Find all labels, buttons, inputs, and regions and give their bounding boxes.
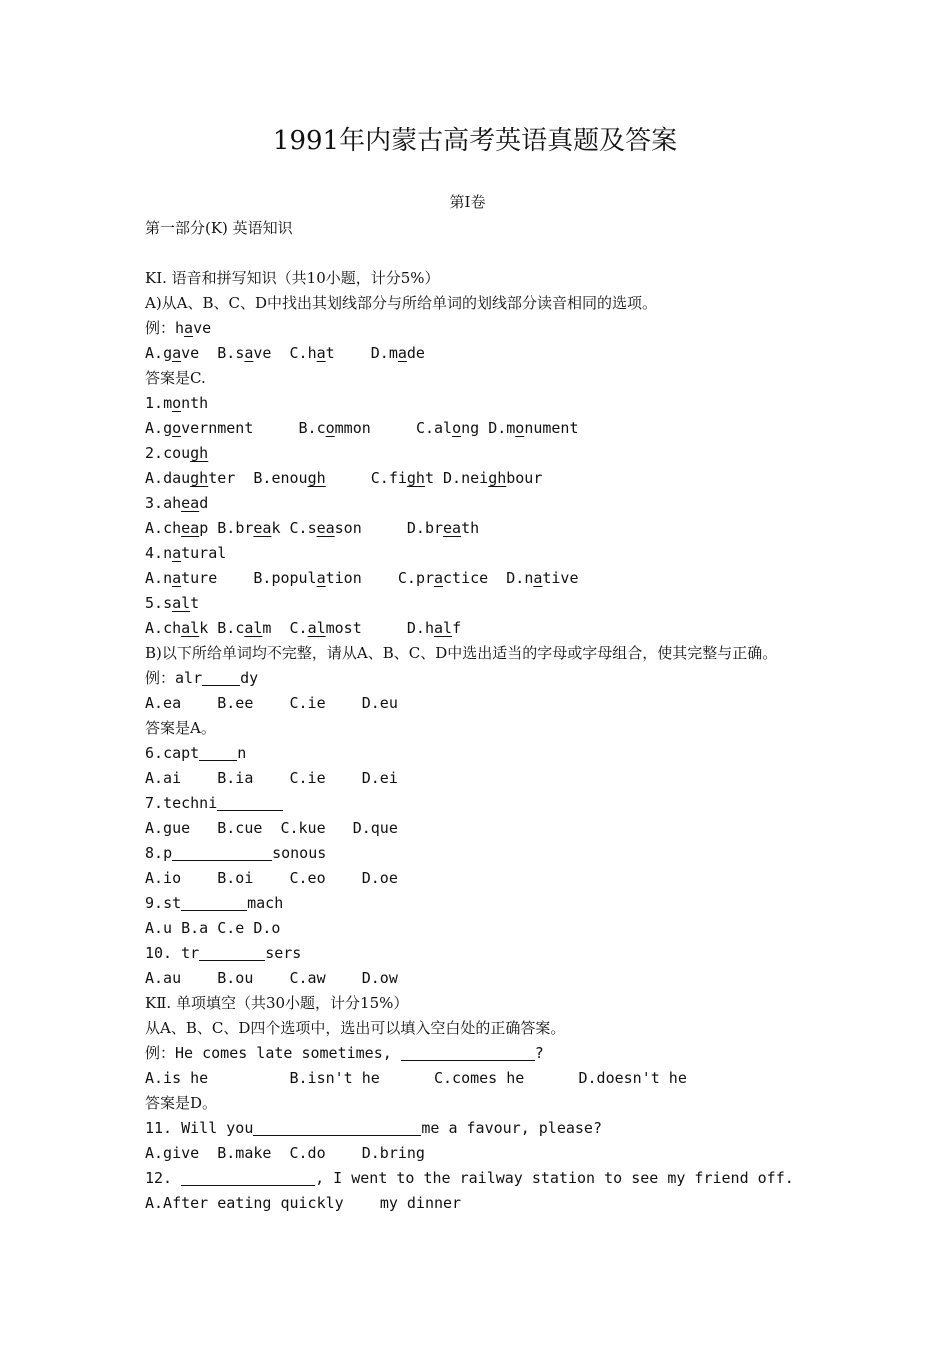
example-answer: 答案是D。: [145, 1094, 218, 1112]
word-part: ah: [163, 494, 182, 512]
answer-blank: [172, 843, 272, 861]
option-label: C.: [289, 619, 308, 637]
example-word-line: [145, 316, 845, 341]
word-part: n: [237, 744, 247, 762]
underlined-part: al: [181, 619, 200, 637]
question-text: me a favour, please?: [421, 1119, 602, 1137]
underlined-part: gh: [307, 469, 326, 487]
option: A.ea: [145, 694, 182, 712]
option-label: C.: [397, 569, 416, 587]
word-part: s: [307, 519, 317, 537]
word-part: pr: [415, 569, 434, 587]
underlined-part: al: [434, 619, 453, 637]
underlined-part: gh: [406, 469, 425, 487]
option-label: D.: [488, 419, 507, 437]
question-line: [145, 941, 845, 966]
underlined-part: a: [434, 569, 444, 587]
option: B.ia: [217, 769, 254, 787]
word-part: m: [262, 619, 272, 637]
underlined-part: a: [184, 319, 194, 337]
question-number: 6.: [145, 744, 164, 762]
word-part: g: [163, 419, 173, 437]
blank-line: [145, 241, 845, 266]
underlined-part: a: [533, 569, 543, 587]
word-part: h: [175, 319, 185, 337]
example-options-line: [145, 691, 845, 716]
option: A.au: [145, 969, 182, 987]
question-line: [145, 491, 845, 516]
underlined-part: ea: [443, 519, 462, 537]
options-line: [145, 766, 845, 791]
option-label: A.: [145, 419, 164, 437]
option-label: B.: [217, 519, 236, 537]
underlined-part: gh: [488, 469, 507, 487]
example-word-line: [145, 666, 845, 691]
question-line: [145, 791, 845, 816]
underlined-part: o: [172, 394, 182, 412]
question-number: 4.: [145, 544, 164, 562]
word-part: de: [406, 344, 425, 362]
option: D.ei: [361, 769, 398, 787]
underlined-part: ea: [253, 519, 272, 537]
word-part: br: [235, 519, 254, 537]
option: A.gue: [145, 819, 191, 837]
example-label: 例：: [145, 319, 176, 337]
example-answer: 答案是C.: [145, 369, 206, 387]
word-part: capt: [163, 744, 200, 762]
underlined-part: a: [172, 569, 182, 587]
word-part: tural: [181, 544, 227, 562]
question-number: 11.: [145, 1119, 173, 1137]
option-label: D.: [406, 619, 425, 637]
question-number: 12.: [145, 1169, 173, 1187]
option: D.eu: [361, 694, 398, 712]
option: A.u: [145, 919, 173, 937]
options-line: [145, 966, 845, 991]
question-line: [145, 391, 845, 416]
underlined-part: a: [172, 544, 182, 562]
option-label: A.: [145, 619, 164, 637]
option: D.que: [352, 819, 398, 837]
underlined-part: gh: [190, 444, 209, 462]
word-part: h: [424, 619, 434, 637]
option-label: D.: [506, 569, 525, 587]
option-label: A.: [145, 469, 164, 487]
option: D.o: [253, 919, 281, 937]
word-part: ture: [181, 569, 218, 587]
question-line: [145, 541, 845, 566]
question-text: ?: [534, 1044, 544, 1062]
options-line: [145, 416, 845, 441]
option: D.ow: [361, 969, 398, 987]
options-line: [145, 916, 845, 941]
question-line: [145, 841, 845, 866]
option: C.ie: [289, 694, 326, 712]
word-part: k: [199, 619, 209, 637]
option: B.make: [217, 1144, 272, 1162]
word-part: ctice: [443, 569, 489, 587]
option: C.aw: [289, 969, 326, 987]
options-line: [145, 866, 845, 891]
word-part: ve: [253, 344, 272, 362]
options-line: [145, 1141, 845, 1166]
option-label: C.: [370, 469, 389, 487]
example-label: 例：: [145, 669, 176, 687]
question-line: [145, 1166, 845, 1191]
question-line: [145, 441, 845, 466]
option: B.cue: [217, 819, 263, 837]
option-label: D.: [406, 519, 425, 537]
underlined-part: a: [316, 569, 326, 587]
option: B.isn't he: [289, 1069, 380, 1087]
option: C.comes he: [434, 1069, 525, 1087]
question-number: 8.: [145, 844, 164, 862]
word-part: mach: [247, 894, 284, 912]
answer-blank: [199, 743, 237, 761]
option: A.io: [145, 869, 182, 887]
word-part: k: [271, 519, 281, 537]
underlined-part: o: [452, 419, 462, 437]
question-line: [145, 1116, 845, 1141]
word-part: dau: [163, 469, 191, 487]
underlined-part: o: [325, 419, 335, 437]
word-part: m: [163, 394, 173, 412]
word-part: th: [461, 519, 480, 537]
option: B.ee: [217, 694, 254, 712]
option-label: B.: [253, 569, 272, 587]
page-title: 1991年内蒙古高考英语真题及答案: [272, 126, 678, 156]
option-label: B.: [217, 344, 236, 362]
option-label: C.: [289, 344, 308, 362]
option: C.do: [289, 1144, 326, 1162]
word-part: ter: [208, 469, 236, 487]
option-label: C.: [415, 419, 434, 437]
volume-heading: 第Ⅰ卷: [449, 193, 486, 211]
word-part: nth: [181, 394, 209, 412]
option-label: A.: [145, 344, 164, 362]
options-line: [145, 816, 845, 841]
word-part: vernment: [181, 419, 254, 437]
option: my dinner: [379, 1194, 462, 1212]
word-part: s: [163, 594, 173, 612]
question-number: 7.: [145, 794, 164, 812]
question-number: 1.: [145, 394, 164, 412]
question-number: 3.: [145, 494, 164, 512]
example-answer: 答案是A。: [145, 719, 216, 737]
underlined-part: al: [307, 619, 326, 637]
answer-blank: [253, 1118, 421, 1136]
word-part: enou: [271, 469, 308, 487]
options-line: [145, 566, 845, 591]
word-part: t: [325, 344, 335, 362]
question-number: 10.: [145, 944, 173, 962]
section-instruction: A)从A、B、C、D中找出其划线部分与所给单词的划线部分读音相同的选项。: [145, 294, 658, 312]
option-label: B.: [298, 419, 317, 437]
underlined-part: o: [172, 419, 182, 437]
option-label: A.: [145, 569, 164, 587]
option: A.After eating quickly: [145, 1194, 344, 1212]
word-part: s: [235, 344, 245, 362]
option: D.doesn't he: [578, 1069, 687, 1087]
word-part: alr: [175, 669, 203, 687]
example-label: 例：: [145, 1044, 176, 1062]
option-label: C.: [289, 519, 308, 537]
word-part: m: [506, 419, 516, 437]
option: D.bring: [361, 1144, 425, 1162]
answer-blank: [181, 893, 247, 911]
word-part: m: [388, 344, 398, 362]
answer-blank: [199, 943, 265, 961]
word-part: nei: [461, 469, 489, 487]
word-part: c: [316, 419, 326, 437]
option-label: B.: [253, 469, 272, 487]
underlined-part: o: [515, 419, 525, 437]
question-text: Will you: [181, 1119, 254, 1137]
option: C.ie: [289, 769, 326, 787]
underlined-part: al: [172, 594, 191, 612]
word-part: c: [235, 619, 245, 637]
word-part: tive: [542, 569, 579, 587]
word-part: mmon: [334, 419, 371, 437]
word-part: nument: [524, 419, 579, 437]
question-number: 5.: [145, 594, 164, 612]
word-part: n: [163, 569, 173, 587]
answer-blank: [202, 668, 240, 686]
word-part: p: [199, 519, 209, 537]
question-number: 9.: [145, 894, 164, 912]
option: C.eo: [289, 869, 326, 887]
option-label: B.: [217, 619, 236, 637]
word-part: ng: [461, 419, 480, 437]
option: B.ou: [217, 969, 254, 987]
section-instruction: 从A、B、C、D四个选项中，选出可以填入空白处的正确答案。: [145, 1019, 566, 1037]
word-part: ve: [181, 344, 200, 362]
word-part: son: [334, 519, 362, 537]
options-line: [145, 516, 845, 541]
word-part: t: [424, 469, 434, 487]
section-heading: KⅡ. 单项填空（共30小题，计分15%）: [145, 994, 409, 1012]
word-part: ve: [193, 319, 212, 337]
underlined-part: a: [244, 344, 254, 362]
option: C.kue: [280, 819, 326, 837]
section-heading: KⅠ. 语音和拼写知识（共10小题，计分5%）: [145, 269, 440, 287]
word-part: tr: [181, 944, 200, 962]
option: A.is he: [145, 1069, 209, 1087]
word-part: d: [199, 494, 209, 512]
word-part: most: [325, 619, 362, 637]
word-part: tion: [325, 569, 362, 587]
option: C.e: [217, 919, 245, 937]
word-part: st: [163, 894, 182, 912]
word-part: h: [307, 344, 317, 362]
example-question-line: [145, 1041, 845, 1066]
option-label: A.: [145, 519, 164, 537]
question-number: 2.: [145, 444, 164, 462]
word-part: n: [163, 544, 173, 562]
word-part: n: [524, 569, 534, 587]
example-options-line: [145, 341, 845, 366]
options-line: [145, 466, 845, 491]
word-part: p: [163, 844, 173, 862]
answer-blank: [401, 1043, 535, 1061]
part-heading: 第一部分(K) 英语知识: [145, 219, 293, 237]
underlined-part: ea: [181, 519, 200, 537]
example-options-line: [145, 1066, 845, 1091]
underlined-part: ea: [181, 494, 200, 512]
underlined-part: a: [316, 344, 326, 362]
word-part: popul: [271, 569, 317, 587]
option: B.oi: [217, 869, 254, 887]
section-instruction: B)以下所给单词均不完整，请从A、B、C、D中选出适当的字母或字母组合，使其完整与正确。: [145, 644, 778, 662]
options-line: [145, 1191, 845, 1216]
option: B.a: [181, 919, 209, 937]
document-body: [145, 216, 845, 1216]
word-part: ch: [163, 619, 182, 637]
word-part: techni: [163, 794, 218, 812]
underlined-part: gh: [190, 469, 209, 487]
option-label: D.: [370, 344, 389, 362]
options-line: [145, 616, 845, 641]
word-part: t: [190, 594, 200, 612]
word-part: g: [163, 344, 173, 362]
word-part: bour: [506, 469, 543, 487]
option-label: D.: [443, 469, 462, 487]
word-part: ch: [163, 519, 182, 537]
word-part: fi: [388, 469, 407, 487]
word-part: cou: [163, 444, 191, 462]
word-part: al: [434, 419, 453, 437]
underlined-part: a: [172, 344, 182, 362]
option: D.oe: [361, 869, 398, 887]
word-part: dy: [240, 669, 259, 687]
word-part: sers: [265, 944, 302, 962]
word-part: br: [424, 519, 444, 537]
word-part: sonous: [272, 844, 327, 862]
word-part: f: [452, 619, 462, 637]
answer-blank: [217, 793, 283, 811]
question-line: [145, 741, 845, 766]
question-line: [145, 591, 845, 616]
question-text: , I went to the railway station to see my friend off.: [315, 1169, 794, 1187]
underlined-part: a: [397, 344, 407, 362]
underlined-part: ea: [316, 519, 335, 537]
answer-blank: [181, 1168, 315, 1186]
question-line: [145, 891, 845, 916]
question-text: He comes late sometimes,: [175, 1044, 401, 1062]
underlined-part: al: [244, 619, 263, 637]
option: A.give: [145, 1144, 200, 1162]
option: A.ai: [145, 769, 182, 787]
